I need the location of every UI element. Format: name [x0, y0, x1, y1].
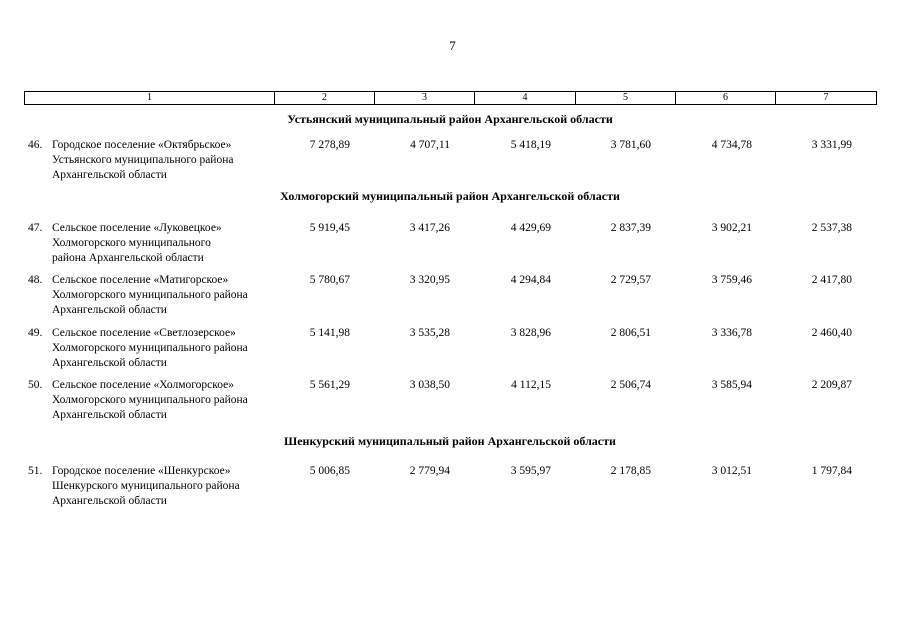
column-header-2: 2: [275, 92, 375, 105]
column-header-5: 5: [576, 92, 676, 105]
value-col-4: 4 429,69: [510, 222, 551, 234]
value-col-6: 3 336,78: [711, 327, 752, 339]
row-number: 47.: [28, 222, 43, 234]
table-row: [24, 221, 876, 269]
table-row: [24, 273, 876, 321]
value-col-4: 5 418,19: [510, 139, 551, 151]
value-col-4: 3 828,96: [510, 327, 551, 339]
column-header-table: [24, 91, 877, 105]
settlement-name: Городское поселение «Шенкурское» Шенкурского муниципального района Архангельской области: [52, 465, 240, 507]
value-col-2: 5 780,67: [309, 274, 350, 286]
value-col-4: 3 595,97: [510, 465, 551, 477]
value-col-5: 2 806,51: [610, 327, 651, 339]
value-col-5: 3 781,60: [610, 139, 651, 151]
page-number: 7: [449, 38, 456, 53]
settlement-name: Сельское поселение «Холмогорское» Холмогорского муниципального района Архангельской области: [52, 379, 248, 421]
value-col-7: 1 797,84: [811, 465, 852, 477]
column-header-row: [25, 92, 877, 105]
value-col-2: 7 278,89: [309, 139, 350, 151]
row-number: 49.: [28, 327, 43, 339]
row-number: 50.: [28, 379, 43, 391]
value-col-3: 4 707,11: [410, 139, 450, 151]
value-col-7: 2 460,40: [811, 327, 852, 339]
value-col-7: 2 417,80: [811, 274, 852, 286]
value-col-2: 5 919,45: [309, 222, 350, 234]
table-row: [24, 138, 876, 186]
table-row: [24, 464, 876, 512]
table-row: [24, 326, 876, 374]
value-col-5: 2 178,85: [610, 465, 651, 477]
value-col-3: 3 038,50: [409, 379, 450, 391]
value-col-2: 5 141,98: [309, 327, 350, 339]
column-header-7: 7: [776, 92, 877, 105]
section-title-kholmogorsky: Холмогорский муниципальный район Архангельской области: [280, 189, 620, 203]
column-header-3: 3: [375, 92, 475, 105]
value-col-7: 3 331,99: [811, 139, 852, 151]
row-number: 46.: [28, 139, 43, 151]
table-row: [24, 378, 876, 426]
column-header-6: 6: [676, 92, 776, 105]
value-col-3: 3 535,28: [409, 327, 450, 339]
value-col-3: 3 320,95: [409, 274, 450, 286]
settlement-name: Сельское поселение «Луковецкое» Холмогорского муниципального района Архангельской области: [52, 222, 222, 264]
settlement-name: Городское поселение «Октябрьское» Устьянского муниципального района Архангельской области: [52, 139, 234, 181]
value-col-6: 3 012,51: [711, 465, 752, 477]
row-number: 48.: [28, 274, 43, 286]
settlement-name: Сельское поселение «Матигорское» Холмогорского муниципального района Архангельской области: [52, 274, 248, 316]
value-col-5: 2 837,39: [610, 222, 651, 234]
value-col-6: 3 902,21: [711, 222, 752, 234]
row-number: 51.: [28, 465, 43, 477]
value-col-7: 2 537,38: [811, 222, 852, 234]
value-col-7: 2 209,87: [811, 379, 852, 391]
value-col-5: 2 506,74: [610, 379, 651, 391]
section-title-ustyansky: Устьянский муниципальный район Архангельской области: [287, 112, 613, 126]
value-col-6: 3 585,94: [711, 379, 752, 391]
value-col-3: 2 779,94: [409, 465, 450, 477]
column-header-1: 1: [25, 92, 275, 105]
settlement-name: Сельское поселение «Светлозерское» Холмогорского муниципального района Архангельской области: [52, 327, 248, 369]
value-col-2: 5 006,85: [309, 465, 350, 477]
value-col-6: 3 759,46: [711, 274, 752, 286]
value-col-3: 3 417,26: [409, 222, 450, 234]
column-header-4: 4: [475, 92, 576, 105]
value-col-6: 4 734,78: [711, 139, 752, 151]
value-col-2: 5 561,29: [309, 379, 350, 391]
value-col-5: 2 729,57: [610, 274, 651, 286]
value-col-4: 4 112,15: [511, 379, 551, 391]
section-title-shenkursky: Шенкурский муниципальный район Архангельской области: [284, 434, 616, 448]
value-col-4: 4 294,84: [510, 274, 551, 286]
